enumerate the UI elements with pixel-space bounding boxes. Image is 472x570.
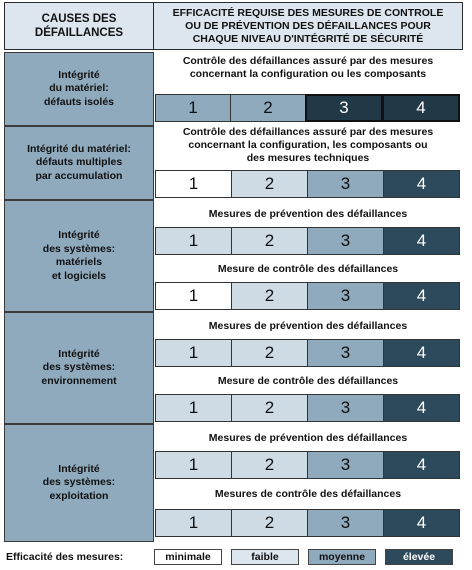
category-line: Intégrité du matériel: bbox=[27, 142, 131, 155]
category-line: Intégrité bbox=[58, 68, 100, 81]
level-cell-2: 2 bbox=[231, 394, 308, 422]
legend bbox=[6, 548, 466, 566]
level-cell-3: 3 bbox=[305, 94, 383, 122]
level-cell-4: 4 bbox=[383, 451, 460, 479]
level-cell-1: 1 bbox=[155, 94, 231, 122]
level-row bbox=[155, 94, 459, 122]
requirement-label-line: Mesures de prévention des défaillances bbox=[208, 208, 408, 220]
requirement-panel bbox=[153, 424, 463, 542]
header-causes-text: CAUSES DES DÉFAILLANCES bbox=[34, 13, 124, 39]
requirement-panel bbox=[153, 200, 463, 312]
level-cell-1: 1 bbox=[155, 227, 232, 255]
legend-chip bbox=[154, 549, 222, 565]
requirement-label-line: Contrôle des défaillances assuré par des mesures bbox=[182, 126, 434, 138]
category-cell bbox=[4, 126, 154, 200]
requirement-label-line: Mesure de contrôle des défaillances bbox=[217, 263, 399, 275]
category-line: défauts multiples bbox=[35, 156, 123, 169]
level-cell-2: 2 bbox=[230, 94, 306, 122]
level-cell-4: 4 bbox=[383, 394, 460, 422]
requirement-label bbox=[153, 263, 463, 276]
header-causes bbox=[4, 2, 154, 50]
header-efficacite-line: OU DE PRÉVENTION DES DÉFAILLANCES POUR bbox=[185, 19, 431, 32]
legend-label: faible bbox=[251, 551, 279, 563]
requirement-label bbox=[153, 424, 463, 445]
category-cell bbox=[4, 52, 154, 126]
requirement-label bbox=[153, 375, 463, 388]
level-cell-2: 2 bbox=[231, 227, 308, 255]
level-cell-3: 3 bbox=[307, 451, 384, 479]
level-cell-4: 4 bbox=[383, 282, 460, 310]
legend-chip bbox=[231, 549, 299, 565]
level-row bbox=[155, 394, 459, 422]
header-efficacite-line: CHAQUE NIVEAU D'INTÉGRITÉ DE SÉCURITÉ bbox=[192, 32, 424, 45]
requirement-label-line: des mesures techniques bbox=[246, 152, 370, 164]
header-efficacite-line: EFFICACITÉ REQUISE DES MESURES DE CONTROLE bbox=[172, 6, 444, 19]
level-cell-3: 3 bbox=[307, 170, 384, 198]
level-cell-2: 2 bbox=[231, 451, 308, 479]
legend-label: élevée bbox=[402, 551, 436, 563]
requirement-label bbox=[153, 52, 463, 81]
level-cell-4: 4 bbox=[383, 227, 460, 255]
requirement-label-line: Mesures de contrôle des défaillances bbox=[214, 488, 402, 500]
level-cell-4: 4 bbox=[383, 170, 460, 198]
level-cell-1: 1 bbox=[155, 451, 232, 479]
requirement-label-line: concernant la configuration, les composants ou bbox=[188, 139, 428, 151]
category-line: par accumulation bbox=[35, 169, 123, 182]
requirement-label bbox=[153, 488, 463, 501]
requirement-label-line: Contrôle des défaillances assuré par des mesures bbox=[182, 55, 434, 67]
requirement-label-line: Mesure de contrôle des défaillances bbox=[217, 375, 399, 387]
level-cell-4: 4 bbox=[383, 339, 460, 367]
legend-label: moyenne bbox=[318, 551, 366, 563]
legend-label: minimale bbox=[165, 551, 211, 563]
level-cell-2: 2 bbox=[231, 339, 308, 367]
header-efficacite bbox=[153, 2, 463, 50]
level-cell-2: 2 bbox=[231, 509, 308, 537]
legend-chip bbox=[385, 549, 453, 565]
level-cell-4: 4 bbox=[383, 509, 460, 537]
level-row bbox=[155, 509, 459, 537]
category-line: Intégrité bbox=[58, 462, 100, 475]
requirement-panel bbox=[153, 52, 463, 126]
requirement-label bbox=[153, 126, 463, 165]
category-cell bbox=[4, 200, 154, 312]
category-line: des systèmes: bbox=[42, 242, 116, 255]
level-cell-1: 1 bbox=[155, 282, 232, 310]
category-line: du matériel: bbox=[49, 82, 109, 95]
level-cell-3: 3 bbox=[307, 509, 384, 537]
level-cell-1: 1 bbox=[155, 394, 232, 422]
requirement-label-line: Mesures de prévention des défaillances bbox=[208, 432, 408, 444]
requirement-label-line: concernant la configuration ou les composants bbox=[189, 68, 427, 80]
legend-title: Efficacité des mesures: bbox=[6, 551, 124, 563]
legend-chip bbox=[308, 549, 376, 565]
level-cell-2: 2 bbox=[231, 282, 308, 310]
requirement-label-line: Mesures de prévention des défaillances bbox=[208, 320, 408, 332]
level-row bbox=[155, 339, 459, 367]
category-line: Intégrité bbox=[58, 347, 100, 360]
category-cell bbox=[4, 312, 154, 424]
category-line: matériels bbox=[55, 256, 103, 268]
level-cell-4: 4 bbox=[382, 94, 460, 122]
level-cell-3: 3 bbox=[307, 394, 384, 422]
category-line: environnement bbox=[41, 374, 117, 387]
category-line: et logiciels bbox=[51, 269, 107, 282]
requirement-label bbox=[153, 312, 463, 333]
requirement-panel bbox=[153, 126, 463, 200]
level-cell-2: 2 bbox=[231, 170, 308, 198]
level-row bbox=[155, 227, 459, 255]
category-line: défauts isolés bbox=[43, 95, 115, 108]
requirement-panel bbox=[153, 312, 463, 424]
category-line: exploitation bbox=[49, 489, 109, 502]
level-cell-1: 1 bbox=[155, 509, 232, 537]
level-cell-1: 1 bbox=[155, 339, 232, 367]
level-cell-3: 3 bbox=[307, 339, 384, 367]
level-cell-1: 1 bbox=[155, 170, 232, 198]
level-cell-3: 3 bbox=[307, 282, 384, 310]
level-row bbox=[155, 170, 459, 198]
category-line: Intégrité bbox=[58, 229, 100, 241]
level-row bbox=[155, 451, 459, 479]
category-line: des systèmes: bbox=[42, 476, 116, 489]
level-cell-3: 3 bbox=[307, 227, 384, 255]
level-row bbox=[155, 282, 459, 310]
category-cell bbox=[4, 424, 154, 542]
category-line: des systèmes: bbox=[42, 361, 116, 374]
requirement-label bbox=[153, 200, 463, 221]
